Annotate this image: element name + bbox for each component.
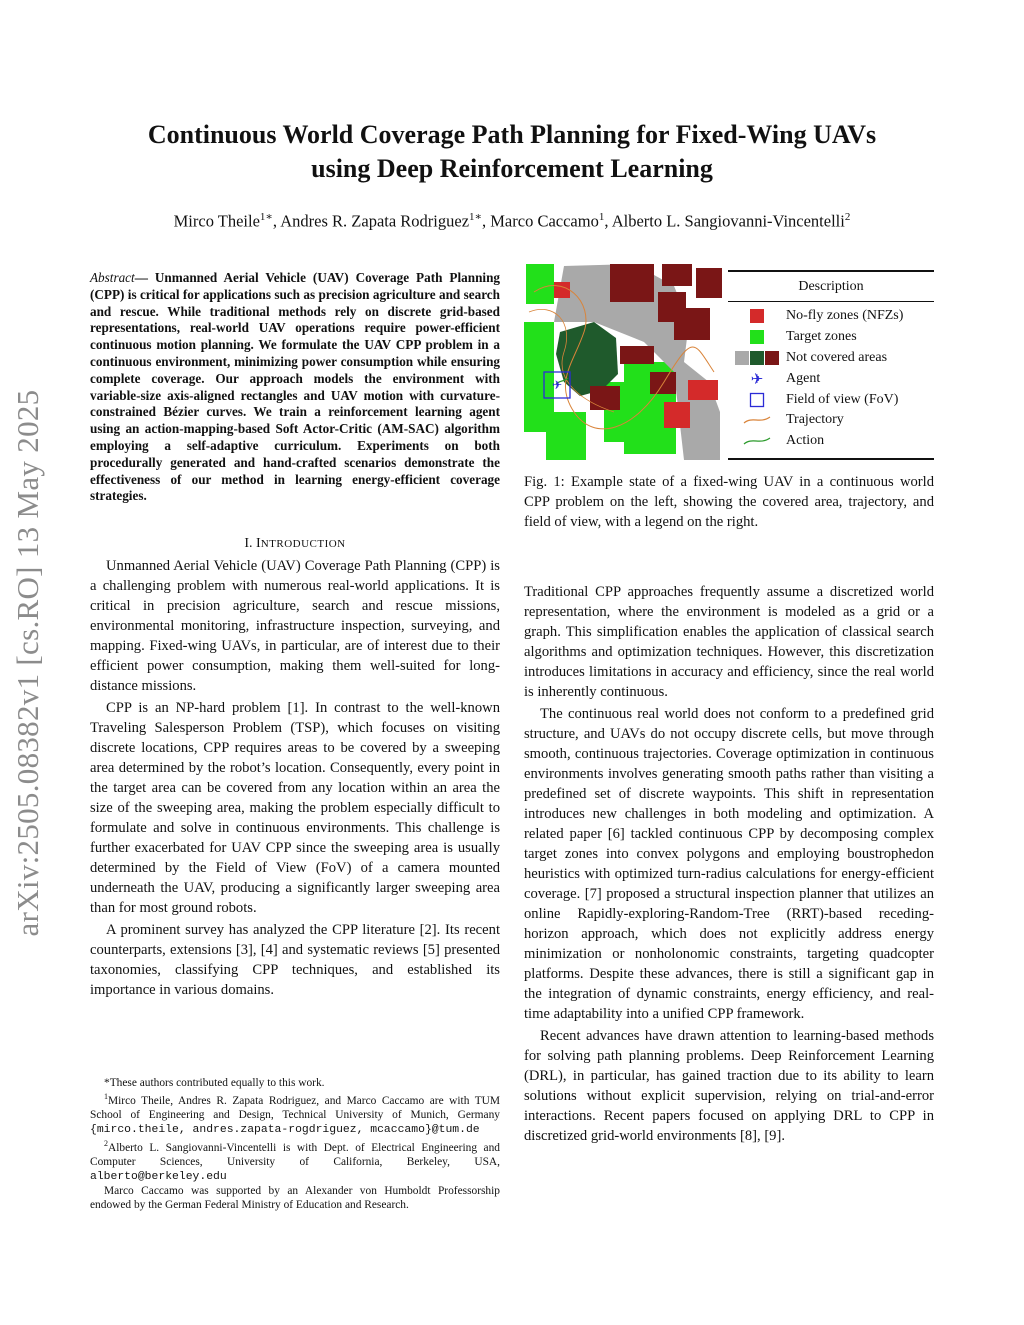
footnote-1-mark: 1	[104, 1092, 108, 1101]
author-4-affil: 2	[844, 211, 851, 223]
legend-bottom-rule	[728, 458, 934, 460]
legend-header: Description	[728, 272, 934, 302]
no-fly-zone	[664, 402, 690, 428]
blue-outline-square-icon	[749, 392, 765, 408]
legend-label: Not covered areas	[786, 349, 888, 365]
target-zone	[526, 264, 554, 304]
no-fly-zone	[554, 282, 570, 298]
arxiv-stamp	[6, 368, 50, 958]
figure-legend	[728, 270, 934, 460]
orange-curve-icon	[742, 414, 772, 426]
footnote-funding: Marco Caccamo was supported by an Alexander von Humboldt Professorship endowed by the German Federal Ministry of Education and Research.	[90, 1184, 500, 1211]
no-fly-zone	[662, 264, 692, 286]
legend-label: Agent	[786, 370, 821, 386]
legend-label: Action	[786, 433, 825, 449]
legend-row-action	[728, 431, 934, 452]
no-fly-zone	[688, 380, 718, 400]
paragraph: Traditional CPP approaches frequently assume a discretized world representation, where the environment is modeled as a grid or a graph. This simplification enables the application of classical search algorithms and optimization techniques. However, this discretization introduces limitations in accuracy and efficiency, since the real world is inherently continuous.	[524, 584, 934, 700]
paragraph: A prominent survey has analyzed the CPP literature [2]. Its recent counterparts, extensions [3], [4] and systematic reviews [5] presented taxonomies, classifying CPP techniques, and established its importance in various domains.	[90, 922, 500, 998]
footnote-2-text: Alberto L. Sangiovanni-Vincentelli is with Dept. of Electrical Engineering and Computer Sciences, University of California, Berkeley, USA,	[90, 1141, 500, 1168]
legend-label: Trajectory	[786, 412, 844, 428]
paragraph: Recent advances have drawn attention to learning-based methods for solving path planning problems. Deep Reinforcement Learning (DRL), in particular, has gained traction due to its ability to learn solutions without explicit supervision, relying on trial-and-error interactions. Recent papers focused on applying DRL to CPP in discretized grid-world environments [8], [9].	[524, 1028, 934, 1144]
no-fly-zone	[620, 346, 654, 364]
author-list: Mirco Theile$^{1∗}$, Andres R. Zapata Rodriguez$^{1∗}$, Marco Caccamo$^1$, Alberto L. Sangiovanni-Vincentelli$^2$	[173, 211, 851, 231]
section-number: I.	[244, 536, 253, 551]
footnote-equal-contribution: *These authors contributed equally to this work.	[104, 1077, 325, 1089]
abstract-label: Abstract	[90, 270, 135, 285]
legend-row-trajectory	[728, 410, 934, 431]
coverage-map-figure	[524, 262, 724, 462]
author-1: Mirco Theile	[173, 211, 260, 231]
legend-row-uncovered	[728, 348, 934, 369]
author-2: Andres R. Zapata Rodriguez	[280, 211, 470, 231]
footnote-1	[90, 1090, 500, 1137]
uncovered-squares-icon	[733, 350, 781, 366]
red-square-icon	[749, 308, 765, 324]
section-heading-introduction	[90, 536, 500, 552]
legend-row-agent	[728, 368, 934, 389]
paragraph: Unmanned Aerial Vehicle (UAV) Coverage Path Planning (CPP) is a challenging problem with numerous real-world applications. It is critical in precision agriculture, search and rescue missions, environmental monitoring, infrastructure inspection, surveying, and mapping. Fixed-wing UAVs, in particular, are of interest due to their efficient power consumption, making them well-suited for long-distance missions.	[90, 558, 500, 694]
legend-label: Field of view (FoV)	[786, 391, 899, 407]
author-3: Marco Caccamo	[490, 211, 599, 231]
legend-label: Target zones	[786, 329, 857, 345]
paragraph: CPP is an NP-hard problem [1]. In contrast to the well-known Traveling Salesperson Problem (TSP), which focuses on visiting discrete locations, CPP requires areas to be covered by a sweeping area determined by the robot’s location. Consequently, every point in the target area can be covered from any location within an area the size of the sweeping area, making the problem especially difficult to formulate and solve in continuous environments. This challenge is further exacerbated for UAV CPP since the sweeping area is usually determined by the Field of View (FoV) of a camera mounted underneath the UAV, producing a significantly larger sweeping area than for most ground robots.	[90, 700, 500, 916]
abstract: Abstract— Unmanned Aerial Vehicle (UAV) Coverage Path Planning (CPP) is critical for applications such as precision agriculture and search and rescue. While traditional methods rely on discrete grid-based representations, real-world UAV operations require power-efficient continuous motion planning. We formulate the UAV CPP problem in a continuous environment, minimizing power consumption while ensuring complete coverage. Our approach models the environment with variable-size axis-aligned rectangles and UAV motion with curvature-constrained Bézier curves. We train a reinforcement learning agent using an action-mapping-based Soft Actor-Critic (AM-SAC) algorithm employing a self-adaptive curriculum. Experiments on both procedurally generated and hand-crafted scenarios demonstrate the effectiveness of our method in learning energy-efficient coverage strategies.	[90, 270, 501, 504]
green-square-icon	[749, 329, 765, 345]
footnote-2	[90, 1137, 500, 1184]
footnote-1-email[interactable]: {mirco.theile, andres.zapata-rogdriguez, mcaccamo}@tum.de	[90, 1123, 480, 1136]
green-curve-icon	[742, 435, 772, 447]
no-fly-zone	[674, 308, 710, 340]
author-1-affil: 1∗	[259, 211, 273, 223]
left-column-body	[90, 556, 500, 1002]
author-4: Alberto L. Sangiovanni-Vincentelli	[611, 211, 845, 231]
legend-row-fov	[728, 389, 934, 410]
footnote-2-email[interactable]: alberto@berkeley.edu	[90, 1170, 227, 1183]
plane-icon: ✈	[750, 369, 764, 388]
agent-plane-icon: ✈	[551, 378, 563, 392]
legend-row-nfz	[728, 306, 934, 327]
no-fly-zone	[696, 268, 722, 298]
no-fly-zone	[590, 386, 620, 410]
footnote-1-text: Mirco Theile, Andres R. Zapata Rodriguez, and Marco Caccamo are with TUM School of Engineering and Design, Technical University of Munich, Germany	[90, 1094, 500, 1121]
paper-title	[90, 118, 934, 186]
title-line-1: Continuous World Coverage Path Planning for Fixed-Wing UAVs	[147, 120, 877, 149]
legend-row-target	[728, 327, 934, 348]
arxiv-id: arXiv:2505.08382v1 [cs.RO] 13 May 2025	[10, 389, 45, 937]
author-3-affil: 1	[598, 211, 605, 223]
section-title-rest: NTRODUCTION	[260, 538, 346, 550]
paragraph: The continuous real world does not conform to a predefined grid structure, and UAVs do not occupy discrete cells, but move through smooth, continuous trajectories. Coverage optimization in continuous environments involves generating smooth paths rather than visiting a predefined set of discrete waypoints. This shift in representation introduces new challenges in both modeling and optimization. A related paper [6] tackled continuous CPP by decomposing complex target zones into convex polygons and employing boustrophedon heuristics with optimized turn-radius calculations for energy-efficient coverage. [7] proposed a structural inspection planner that utilizes an online Rapidly-exploring-Random-Tree (RRT)-based receding-horizon approach, which does not explicitly address energy minimization or nonholonomic constraints, targeting quadcopter platforms. Despite these advances, there is still a significant gap in the integration of dynamic constraints, energy efficiency, and real-time adaptability into a unified CPP framework.	[524, 706, 934, 1022]
footnote-2-mark: 2	[104, 1138, 108, 1148]
abstract-text: Unmanned Aerial Vehicle (UAV) Coverage Path Planning (CPP) is critical for applications such as precision agriculture and search and rescue. While traditional methods rely on discrete grid-based representations, real-world UAV operations require power-efficient continuous motion planning. We formulate the UAV CPP problem in a continuous environment, minimizing power consumption while ensuring complete coverage. Our approach models the environment with variable-size axis-aligned rectangles and UAV motion with curvature-constrained Bézier curves. We train a reinforcement learning agent using an action-mapping-based Soft Actor-Critic (AM-SAC) algorithm employing a self-adaptive curriculum. Experiments on both procedurally generated and hand-crafted scenarios demonstrate the effectiveness of our method in learning energy-efficient coverage strategies.	[90, 270, 501, 504]
author-2-affil: 1∗	[469, 211, 483, 223]
title-line-2: using Deep Reinforcement Learning	[311, 154, 713, 183]
figure-caption: Fig. 1: Example state of a fixed-wing UAV in a continuous world CPP problem on the left, showing the covered area, trajectory, and field of view, with a legend on the right.	[524, 474, 934, 530]
no-fly-zone	[610, 264, 654, 302]
right-column-body	[524, 582, 934, 1148]
section-title-initial: I	[256, 536, 261, 551]
legend-label: No-fly zones (NFZs)	[786, 308, 904, 324]
footnotes	[90, 1076, 500, 1212]
